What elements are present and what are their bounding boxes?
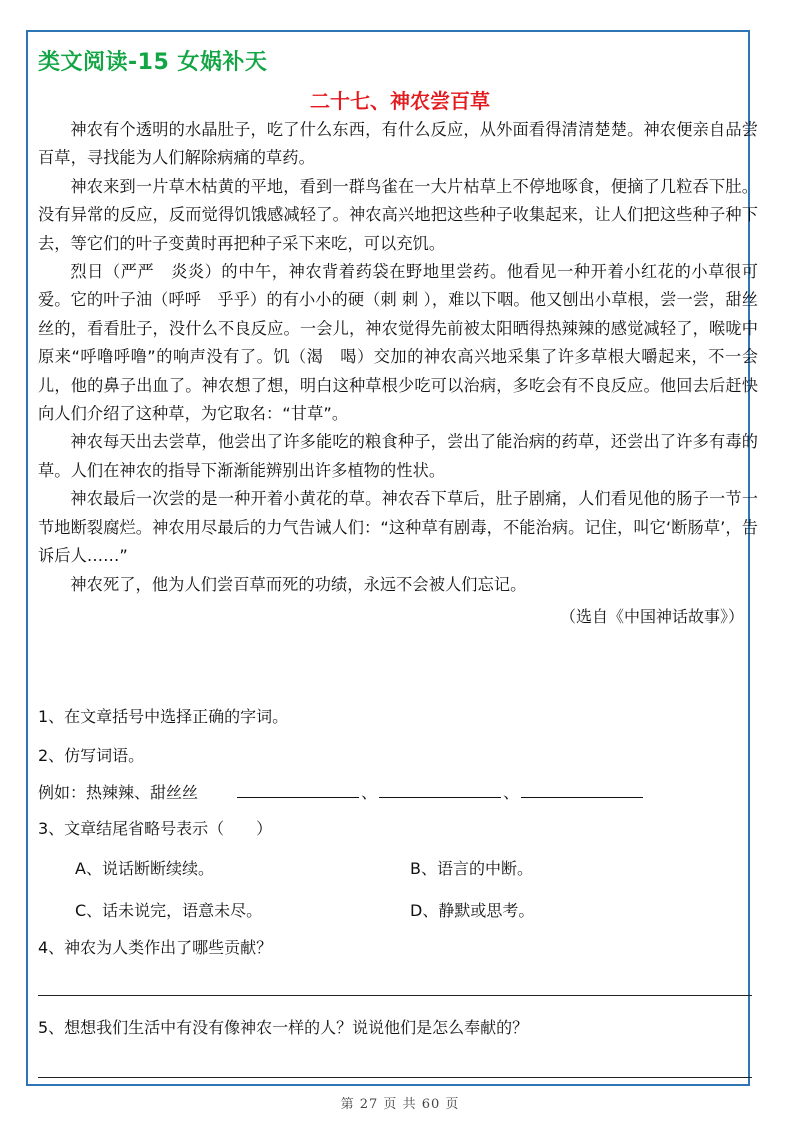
question-4-answer-line[interactable] xyxy=(38,995,752,996)
article-paragraph: 神农死了，他为人们尝百草而死的功绩，永远不会被人们忘记。 xyxy=(70,574,527,594)
question-3: 3、文章结尾省略号表示（ ） xyxy=(38,819,273,838)
article-title: 二十七、神农尝百草 xyxy=(310,89,490,113)
question-5-answer-line[interactable] xyxy=(38,1077,752,1078)
question-2-example: 例如：热辣辣、甜丝丝 xyxy=(38,783,199,802)
article-source: （选自《中国神话故事》） xyxy=(559,606,744,626)
article-paragraph: 神农最后一次尝的是一种开着小黄花的草。神农吞下草后，肚子剧痛，人们看见他的肠子一节一节地断裂腐烂。神农用尽最后的力气告诫人们：“这种草有剧毒，不能治病。记住，叫它‘断肠草’，告诉后人……” xyxy=(38,489,758,566)
article-paragraph: 神农有个透明的水晶肚子，吃了什么东西，有什么反应，从外面看得清清楚楚。神农便亲自品尝百草，寻找能为人们解除病痛的草药。 xyxy=(38,120,758,168)
question-4: 4、神农为人类作出了哪些贡献？ xyxy=(38,938,273,957)
question-2: 2、仿写词语。 xyxy=(38,746,145,765)
question-3-option-b[interactable]: B、语言的中断。 xyxy=(410,859,533,878)
article-paragraph: 神农来到一片草木枯黄的平地，看到一群鸟雀在一大片枯草上不停地啄食，便摘了几粒吞下肚。没有异常的反应，反而觉得饥饿感减轻了。神农高兴地把这些种子收集起来，让人们把这些种子种下去，等它们的叶子变黄时再把种子采下来吃，可以充饥。 xyxy=(38,176,758,253)
article-body xyxy=(38,116,758,631)
article-paragraph: 烈日（严严 炎炎）的中午，神农背着药袋在野地里尝药。他看见一种开着小红花的小草很可爱。它的叶子油（呼呼 乎乎）的有小小的硬（刺 刺 ），难以下咽。他又刨出小草根，尝一尝，甜丝丝的，看看肚子，没什么不良反应。一会儿，神农觉得先前被太阳晒得热辣辣的感觉减轻了，喉咙中原来“呼噜呼噜”的响声没有了。饥（渴 喝）交加的神农高兴地采集了许多草根大嚼起来，不一会儿，他的鼻子出血了。神农想了想，明白这种草根少吃可以治病，多吃会有不良反应。他回去后赶快向人们介绍了这种草，为它取名：“甘草”。 xyxy=(38,262,758,424)
question-1: 1、在文章括号中选择正确的字词。 xyxy=(38,707,289,726)
question-2-example-row xyxy=(38,780,738,803)
question-5: 5、想想我们生活中有没有像神农一样的人？说说他们是怎么奉献的？ xyxy=(38,1018,529,1037)
answer-blank[interactable] xyxy=(237,781,359,798)
worksheet-header: 类文阅读-15 女娲补天 xyxy=(38,50,268,75)
question-3-option-d[interactable]: D、静默或思考。 xyxy=(410,901,535,920)
question-3-option-c[interactable]: C、话未说完，语意未尽。 xyxy=(75,901,263,920)
article-paragraph: 神农每天出去尝草，他尝出了许多能吃的粮食种子，尝出了能治病的药草，还尝出了许多有毒的草。人们在神农的指导下渐渐能辨别出许多植物的性状。 xyxy=(38,432,758,480)
answer-blank[interactable] xyxy=(521,781,643,798)
answer-blank[interactable] xyxy=(379,781,501,798)
question-3-option-a[interactable]: A、说话断断续续。 xyxy=(75,859,214,878)
blank-separator: 、 xyxy=(503,783,520,802)
blank-separator: 、 xyxy=(361,783,378,802)
page-number: 第 27 页 共 60 页 xyxy=(340,1097,460,1112)
